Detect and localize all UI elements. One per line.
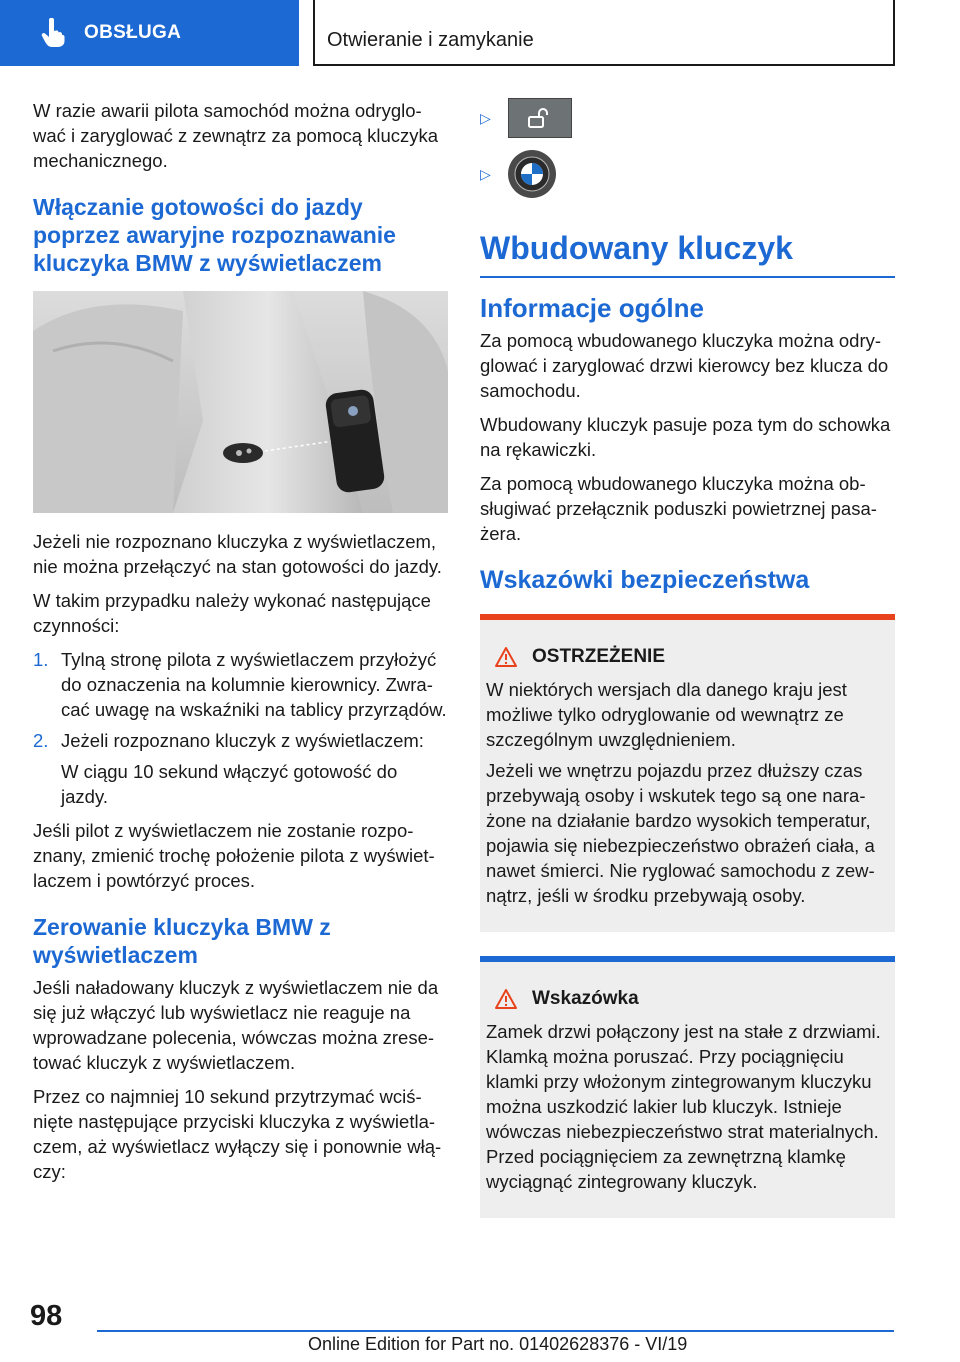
paragraph-not-recognized: Jeżeli nie rozpoznano kluczyka z wyświetlaczem, nie można przełączyć na stan gotowości do jazdy.	[33, 531, 442, 577]
chapter-title: Otwieranie i zamykanie	[327, 29, 534, 51]
paragraph-general-2: Wbudowany kluczyk pasuje poza tym do schowka na rękawiczki.	[480, 414, 891, 460]
footer-divider	[97, 1330, 894, 1332]
steering-column-key-photo	[33, 291, 448, 513]
chapter-header	[313, 0, 895, 66]
heading-safety: Wskazówki bezpieczeństwa	[480, 566, 810, 594]
hand-pointer-icon	[40, 18, 66, 48]
page-number: 98	[30, 1300, 63, 1332]
step-number: 1.	[33, 649, 49, 670]
step-text: Tylną stronę pilota z wyświetlaczem przyłożyć do oznaczenia na kolumnie kierownicy. Zwracać uwagę na wskaźniki na tablicy przyrządów.	[61, 649, 447, 720]
right-column	[480, 98, 895, 1242]
bmw-logo-button	[508, 150, 556, 198]
warning-title-text: OSTRZEŻENIE	[532, 646, 666, 667]
unlock-icon	[527, 108, 553, 128]
warning-triangle-icon	[494, 646, 518, 668]
unlock-button-symbol	[508, 98, 572, 138]
warning-paragraph-1: W niektórych wersjach dla danego kraju jest możliwe tylko odryglowanie od wewnątrz ze szczególnym uwzględnieniem.	[486, 679, 847, 750]
paragraph-retry: Jeśli pilot z wyświetlaczem nie zostanie rozpoznany, zmienić trochę położenie pilota z wyświetlaczem i powtórzyć proces.	[33, 820, 435, 891]
section-tab[interactable]	[0, 0, 299, 66]
paragraph-general-1: Za pomocą wbudowanego kluczyka można odryglować i zaryglować drzwi kierowcy bez klucza do samochodu.	[480, 330, 889, 401]
notice-triangle-icon	[494, 988, 518, 1010]
bmw-logo-icon	[514, 156, 550, 192]
step-2-result: W ciągu 10 sekund włączyć gotowość do jazdy.	[61, 761, 398, 807]
arrow-icon: ▷	[480, 165, 491, 182]
warning-paragraph-2: Jeżeli we wnętrzu pojazdu przez dłuższy czas przebywają osoby i wskutek tego są one narażone na działanie bardzo wysokich temperatur, pojawia się niebezpieczeństwo obrażeń ciała, a nawet śmierci. Nie ryglować samochodu z zewnątrz, jeśli w środku przebywają osoby.	[486, 760, 875, 906]
paragraph-steps-intro: W takim przypadku należy wykonać następujące czynności:	[33, 590, 431, 636]
step-1	[33, 647, 448, 722]
step-2	[33, 728, 448, 753]
paragraph-reset-instruction: Przez co najmniej 10 sekund przytrzymać wciśnięte następujące przyciski kluczyka z wyświetlaczem, aż wyświetlacz wyłączy się i ponownie włączy:	[33, 1086, 442, 1182]
section-label: OBSŁUGA	[84, 22, 182, 43]
edition-text: Online Edition for Part no. 01402628376 - VI/19	[308, 1334, 688, 1354]
heading-general-info: Informacje ogólne	[480, 293, 704, 323]
step-number: 2.	[33, 730, 49, 751]
reset-button-bmw	[480, 154, 895, 194]
warning-title	[494, 644, 889, 669]
notice-paragraph: Zamek drzwi połączony jest na stałe z drzwiami. Klamką można poruszać. Przy pociągnięciu klamki przy włożonym zintegrowanym kluczyku można uszkodzić lakier lub kluczyk. Istnieje wówczas niebezpieczeństwo strat materialnych. Przed pociągnięciem za zewnętrzną klamkę wyciągnąć zintegrowany kluczyk.	[486, 1021, 881, 1192]
intro-paragraph: W razie awarii pilota samochód można odryglować i zaryglować z zewnątrz za pomocą kluczyka mechanicznego.	[33, 100, 439, 171]
step-text: Jeżeli rozpoznano kluczyk z wyświetlaczem:	[61, 730, 424, 751]
heading-emergency-recognition: Włączanie gotowości do jazdy poprzez awaryjne rozpoznawanie kluczyka BMW z wyświetlaczem	[33, 194, 396, 276]
warning-box	[480, 614, 895, 932]
reset-button-unlock	[480, 98, 895, 138]
notice-title	[494, 986, 889, 1011]
paragraph-general-3: Za pomocą wbudowanego kluczyka można obsługiwać przełącznik poduszki powietrznej pasażera.	[480, 473, 877, 544]
heading-integrated-key: Wbudowany kluczyk	[480, 228, 895, 278]
notice-title-text: Wskazówka	[532, 988, 639, 1009]
paragraph-reset-condition: Jeśli naładowany kluczyk z wyświetlaczem nie da się już włączyć lub wyświetlacz nie reaguje na wprowadzane polecenia, wówczas można zresetować kluczyk z wyświetlaczem.	[33, 977, 439, 1073]
notice-box	[480, 956, 895, 1218]
arrow-icon: ▷	[480, 109, 491, 126]
left-column	[33, 98, 448, 1193]
heading-reset-key: Zerowanie kluczyka BMW z wyświetlaczem	[33, 914, 331, 968]
